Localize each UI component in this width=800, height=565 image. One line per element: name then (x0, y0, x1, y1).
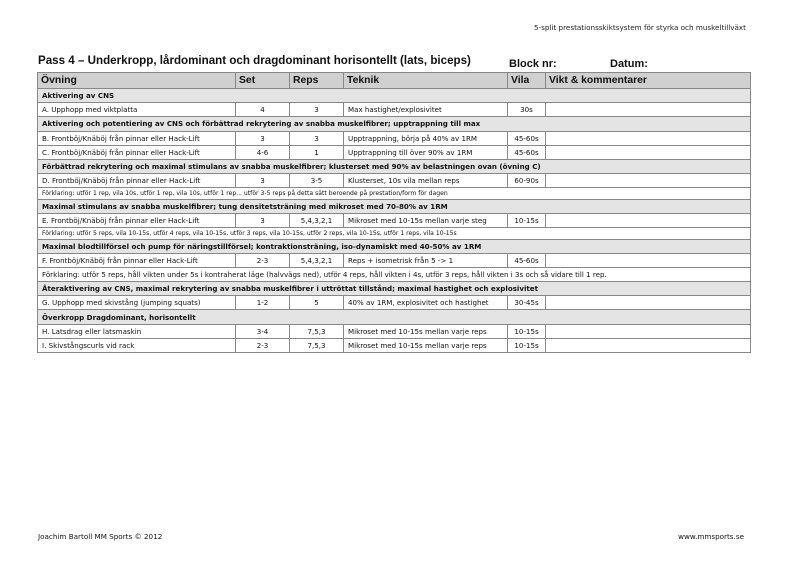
document-subtitle: 5-split prestationsskiktsystem för styrka och muskeltillväxt (533, 23, 746, 32)
cell-vikt-kommentarer[interactable] (546, 296, 751, 310)
footer-website: www.mmsports.se (678, 532, 744, 541)
cell-set: 4 (236, 103, 290, 117)
table-row (38, 253, 751, 267)
cell-reps: 3 (290, 103, 344, 117)
table-row (38, 103, 751, 117)
cell-teknik: Mikroset med 10-15s mellan varje reps (344, 324, 508, 338)
column-header-reps: Reps (290, 73, 344, 89)
section-title: Maximal blodtillförsel och pump för näringstillförsel; kontraktionsträning, iso-dynamiskt med 40-50% av 1RM (38, 239, 751, 253)
cell-reps: 3-5 (290, 174, 344, 188)
cell-teknik: Upptrappning, börja på 40% av 1RM (344, 131, 508, 145)
column-header-vikt: Vikt & kommentarer (546, 73, 751, 89)
cell-reps: 1 (290, 145, 344, 159)
cell-teknik: Klusterset, 10s vila mellan reps (344, 174, 508, 188)
cell-vila: 10-15s (508, 324, 546, 338)
section-header-row (38, 159, 751, 173)
section-title: Förbättrad rekrytering och maximal stimulans av snabba muskelfibrer; klusterset med 90% av belastningen ovan (övning C) (38, 159, 751, 173)
cell-vila: 30s (508, 103, 546, 117)
cell-teknik: Mikroset med 10-15s mellan varje reps (344, 338, 508, 352)
cell-ovning: E. Frontböj/Knäböj från pinnar eller Hack-Lift (38, 214, 236, 228)
section-title: Överkropp Dragdominant, horisontellt (38, 310, 751, 324)
cell-teknik: 40% av 1RM, explosivitet och hastighet (344, 296, 508, 310)
cell-set: 3 (236, 214, 290, 228)
cell-reps: 5 (290, 296, 344, 310)
cell-vikt-kommentarer[interactable] (546, 174, 751, 188)
cell-set: 3 (236, 131, 290, 145)
table-row (38, 296, 751, 310)
cell-reps: 7,5,3 (290, 324, 344, 338)
table-row (38, 338, 751, 352)
section-header-row (38, 117, 751, 131)
cell-vila: 10-15s (508, 214, 546, 228)
cell-ovning: F. Frontböj/Knäböj från pinnar eller Hack-Lift (38, 253, 236, 267)
cell-vila: 45-60s (508, 253, 546, 267)
cell-ovning: D. Frontböj/Knäböj från pinnar eller Hack-Lift (38, 174, 236, 188)
cell-vila: 10-15s (508, 338, 546, 352)
cell-reps: 3 (290, 131, 344, 145)
cell-ovning: H. Latsdrag eller latsmaskin (38, 324, 236, 338)
cell-teknik: Mikroset med 10-15s mellan varje steg (344, 214, 508, 228)
footer-copyright: Joachim Bartoll MM Sports © 2012 (38, 532, 163, 541)
cell-vila: 45-60s (508, 131, 546, 145)
workout-table (37, 72, 751, 353)
explanation-row (38, 188, 751, 200)
table-row (38, 174, 751, 188)
column-header-vila: Vila (508, 73, 546, 89)
cell-set: 4-6 (236, 145, 290, 159)
column-header-teknik: Teknik (344, 73, 508, 89)
section-header-row (38, 89, 751, 103)
cell-set: 1-2 (236, 296, 290, 310)
block-number-label: Block nr: (509, 58, 557, 70)
explanation-row (38, 228, 751, 240)
cell-reps: 5,4,3,2,1 (290, 214, 344, 228)
column-header-set: Set (236, 73, 290, 89)
cell-set: 2-3 (236, 253, 290, 267)
section-header-row (38, 310, 751, 324)
cell-set: 3-4 (236, 324, 290, 338)
cell-vila: 30-45s (508, 296, 546, 310)
section-title: Maximal stimulans av snabba muskelfibrer; tung densitetsträning med mikroset med 70-80% av 1RM (38, 199, 751, 213)
cell-ovning: B. Frontböj/Knäböj från pinnar eller Hack-Lift (38, 131, 236, 145)
cell-vikt-kommentarer[interactable] (546, 103, 751, 117)
cell-teknik: Upptrappning till över 90% av 1RM (344, 145, 508, 159)
cell-vila: 60-90s (508, 174, 546, 188)
cell-ovning: A. Upphopp med viktplatta (38, 103, 236, 117)
cell-ovning: G. Upphopp med skivstång (jumping squats) (38, 296, 236, 310)
explanation-row (38, 268, 751, 282)
table-row (38, 145, 751, 159)
cell-reps: 5,4,3,2,1 (290, 253, 344, 267)
section-header-row (38, 282, 751, 296)
cell-ovning: I. Skivstångscurls vid rack (38, 338, 236, 352)
table-row (38, 214, 751, 228)
cell-reps: 7,5,3 (290, 338, 344, 352)
table-row (38, 324, 751, 338)
table-row (38, 131, 751, 145)
section-header-row (38, 239, 751, 253)
table-header-row (38, 73, 751, 89)
cell-set: 2-3 (236, 338, 290, 352)
cell-vikt-kommentarer[interactable] (546, 253, 751, 267)
cell-teknik: Reps + isometrisk från 5 -> 1 (344, 253, 508, 267)
cell-vikt-kommentarer[interactable] (546, 131, 751, 145)
cell-vikt-kommentarer[interactable] (546, 214, 751, 228)
cell-teknik: Max hastighet/explosivitet (344, 103, 508, 117)
section-title: Aktivering och potentiering av CNS och förbättrad rekrytering av snabba muskelfibrer; upptrappning till max (38, 117, 751, 131)
cell-vila: 45-60s (508, 145, 546, 159)
page-title: Pass 4 – Underkropp, lårdominant och dragdominant horisontellt (lats, biceps) (38, 54, 471, 67)
table-body (38, 89, 751, 353)
cell-vikt-kommentarer[interactable] (546, 324, 751, 338)
section-title: Återaktivering av CNS, maximal rekrytering av snabba muskelfibrer i uttröttat tillstånd; maximal hastighet och explosivitet (38, 282, 751, 296)
explanation-text: Förklaring: utför 5 reps, håll vikten under 5s i kontraherat läge (halvvägs ned), utför 4 reps, håll vikten i 4s, utför 3 reps, håll vikten i 3s och så vidare till 1 rep. (38, 268, 751, 282)
column-header-ovning: Övning (38, 73, 236, 89)
cell-vikt-kommentarer[interactable] (546, 145, 751, 159)
cell-ovning: C. Frontböj/Knäböj från pinnar eller Hack-Lift (38, 145, 236, 159)
explanation-text: Förklaring: utför 5 reps, vila 10-15s, utför 4 reps, vila 10-15s, utför 3 reps, vila 10-15s, utför 2 reps, vila 10-15s, utför 1 reps, vila 10-15s (38, 228, 751, 240)
section-header-row (38, 199, 751, 213)
cell-set: 3 (236, 174, 290, 188)
cell-vikt-kommentarer[interactable] (546, 338, 751, 352)
date-label: Datum: (610, 58, 648, 70)
explanation-text: Förklaring: utför 1 rep, vila 10s, utför 1 rep, vila 10s, utför 1 rep... utför 3-5 reps på detta sätt beroende på prestation/form för dagen (38, 188, 751, 200)
section-title: Aktivering av CNS (38, 89, 751, 103)
